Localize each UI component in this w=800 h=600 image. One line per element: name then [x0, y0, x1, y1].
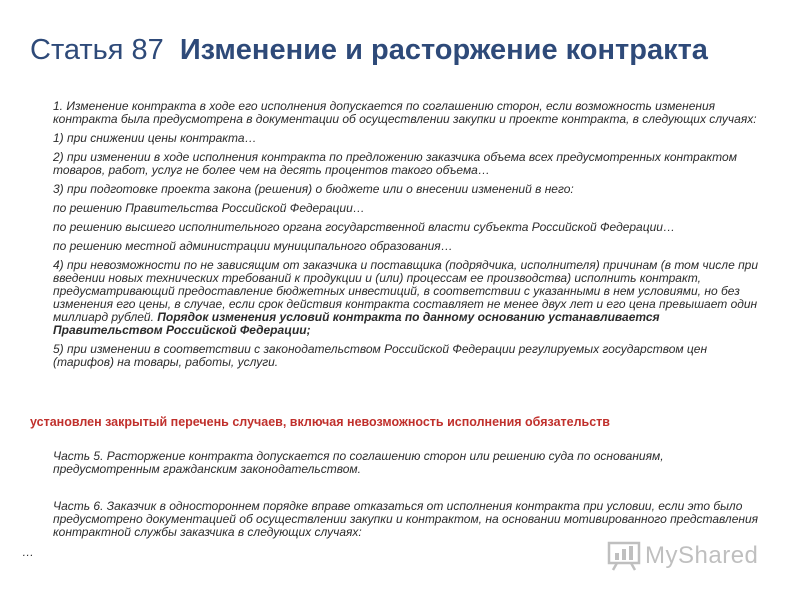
list-item-4 — [53, 259, 765, 337]
list-item: по решению высшего исполнительного органа государственной власти субъекта Российской Федерации… — [53, 220, 675, 234]
list-item: 1) при снижении цены контракта… — [53, 131, 257, 145]
paragraph-intro: 1. Изменение контракта в ходе его исполнения допускается по соглашению сторон, если возможность изменения контракта была предусмотрена в документации об осуществлении закупки и проекте контракта, в следующих случаях: — [53, 99, 757, 126]
list-item-5: 5) при изменении в соответствии с законодательством Российской Федерации регулируемых государством цен (тарифов) на товары, работы, услуги. — [53, 342, 708, 369]
highlight-note: установлен закрытый перечень случаев, включая невозможность исполнения обязательств — [30, 415, 610, 429]
list-item: 3) при подготовке проекта закона (решения) о бюджете или о внесении изменений в него: — [53, 182, 574, 196]
watermark-text: MyShared — [645, 542, 759, 569]
myshared-watermark — [607, 538, 777, 574]
article-body — [53, 100, 765, 375]
article-heading: Изменение и расторжение контракта — [179, 34, 708, 66]
part-6-paragraph: Часть 6. Заказчик в одностороннем порядке вправе отказаться от исполнения контракта при условии, если это было предусмотрено документацией об осуществлении закупки и контрактом, на основании мотивированного представления контрактной службы заказчика в следующих случаях: — [53, 499, 759, 539]
continuation-ellipsis: … — [22, 545, 34, 559]
item4-bold-text: Порядок изменения условий контракта по данному основанию устанавливается Правительством Российской Федерации; — [53, 310, 660, 337]
list-item: по решению местной администрации муниципального образования… — [53, 239, 453, 253]
list-item: 2) при изменении в ходе исполнения контракта по предложению заказчика объема всех предусмотренных контрактом товаров, работ, услуг не более чем на десять процентов такого объема… — [53, 150, 737, 177]
part-5-paragraph: Часть 5. Расторжение контракта допускается по соглашению сторон или решению суда по основаниям, предусмотренным гражданским законодательством. — [53, 449, 664, 476]
article-number: Статья 87 — [30, 34, 164, 66]
chart-board-icon — [607, 541, 641, 571]
item4-text: 4) при невозможности по не зависящим от заказчика и поставщика (подрядчика, исполнителя) причинам (в том числе при введении новых технических требований к продукции и (или) процессам ее производства) исполнить контракт, предусматривающий предоставление бюджетных инвестиций, в соответствии с указанными в нем условиями, но без изменения его цены, в случае, если срок действия контракта составляет не менее двух лет и его цена превышает один миллиард рублей. — [53, 258, 759, 324]
slide-title — [30, 30, 790, 70]
list-item: по решению Правительства Российской Федерации… — [53, 201, 365, 215]
